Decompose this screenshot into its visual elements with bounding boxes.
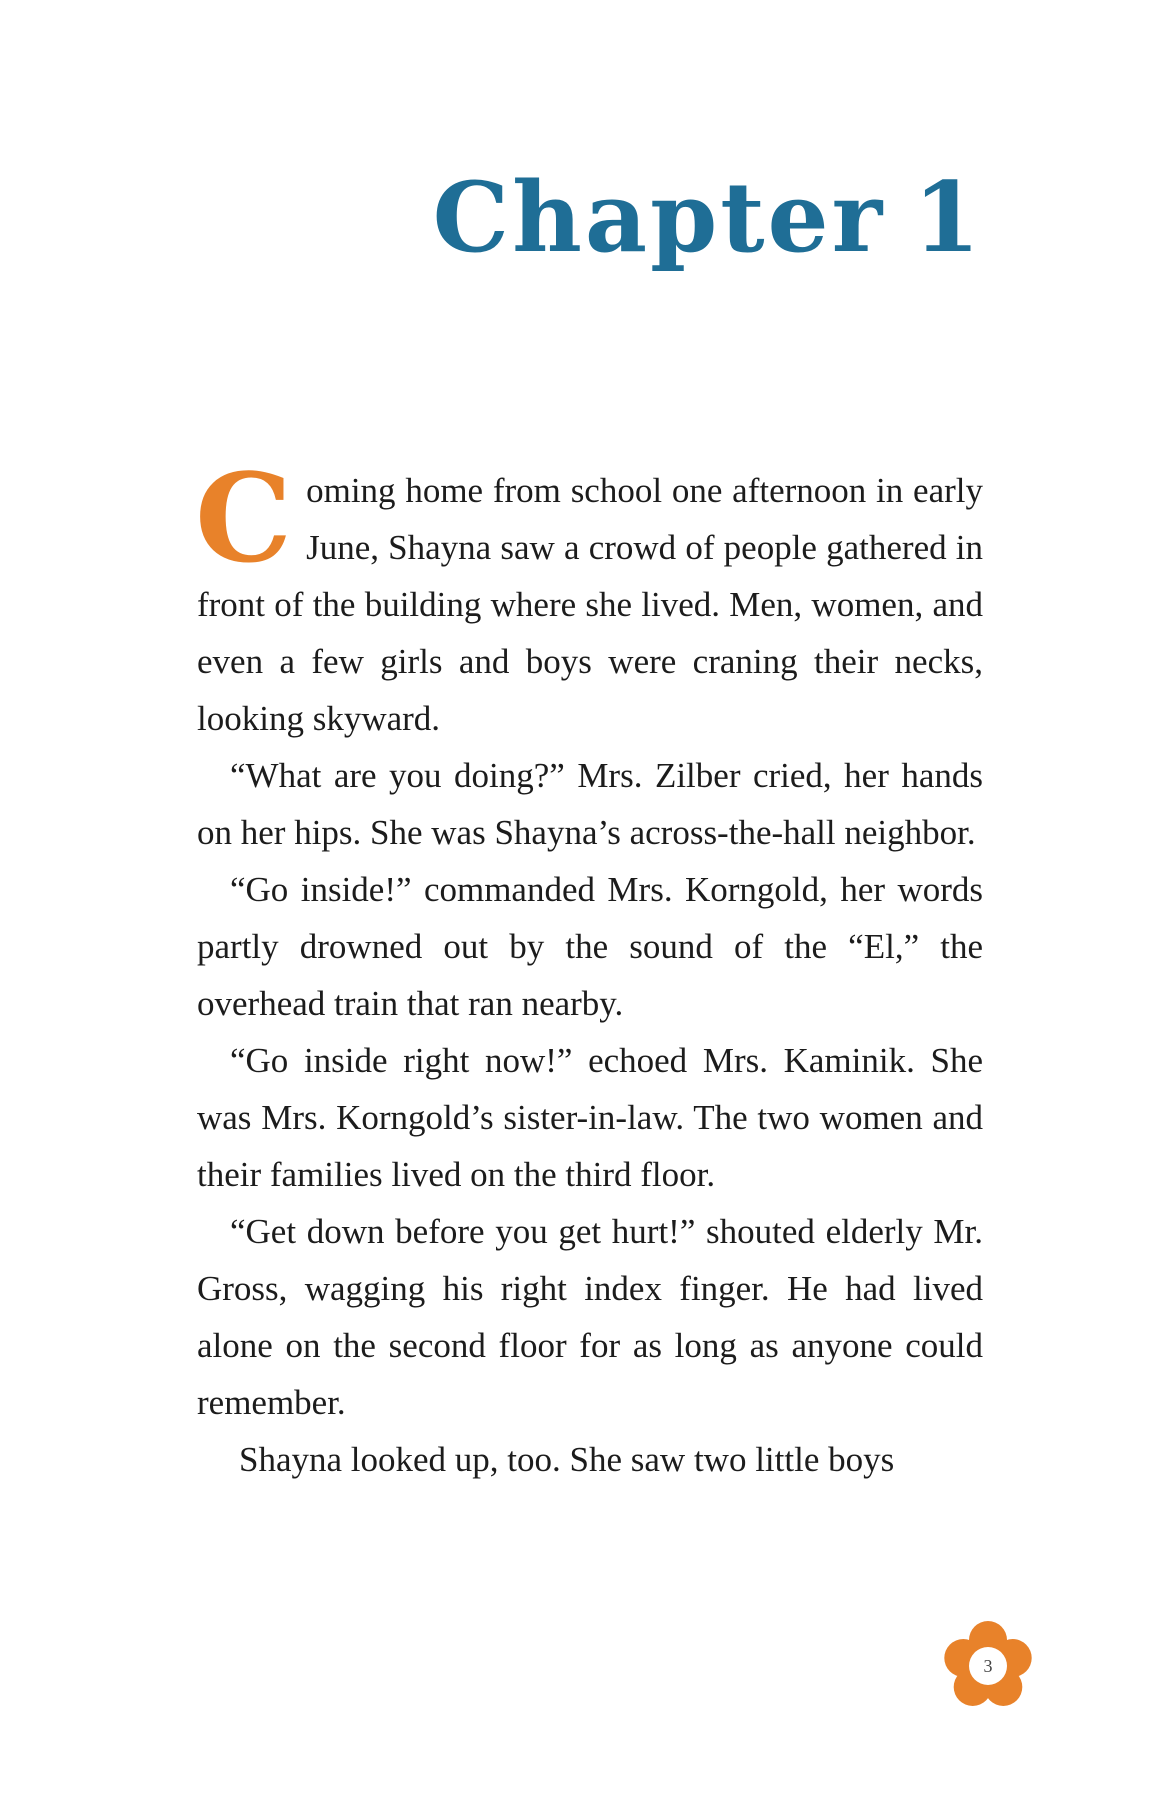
paragraph-2: “What are you doing?” Mrs. Zilber cried, her hands on her hips. She was Shayna’s across-the-hall neighbor.	[197, 756, 983, 852]
chapter-heading	[432, 161, 983, 274]
chapter-body	[195, 446, 983, 1488]
paragraph-1	[195, 446, 983, 747]
chapter-number: 1	[913, 161, 983, 274]
paragraph-5: “Get down before you get hurt!” shouted elderly Mr. Gross, wagging his right index finger. He had lived alone on the second floor for as long as anyone could remember.	[197, 1212, 983, 1422]
paragraph-4: “Go inside right now!” echoed Mrs. Kaminik. She was Mrs. Korngold’s sister-in-law. The two women and their families lived on the third floor.	[197, 1041, 983, 1194]
page-number: 3	[983, 1656, 993, 1676]
chapter-title-word: Chapter	[432, 161, 886, 274]
drop-cap-letter: C	[195, 446, 293, 590]
paragraph-1-text: oming home from school one afternoon in early June, Shayna saw a crowd of people gathered in front of the building where she lived. Men, women, and even a few girls and boys were craning their necks, looking skyward.	[197, 471, 983, 738]
page-number-badge	[940, 1618, 1036, 1714]
paragraph-6: Shayna looked up, too. She saw two little boys	[239, 1440, 895, 1479]
paragraph-3: “Go inside!” commanded Mrs. Korngold, her words partly drowned out by the sound of the “El,” the overhead train that ran nearby.	[197, 870, 983, 1023]
